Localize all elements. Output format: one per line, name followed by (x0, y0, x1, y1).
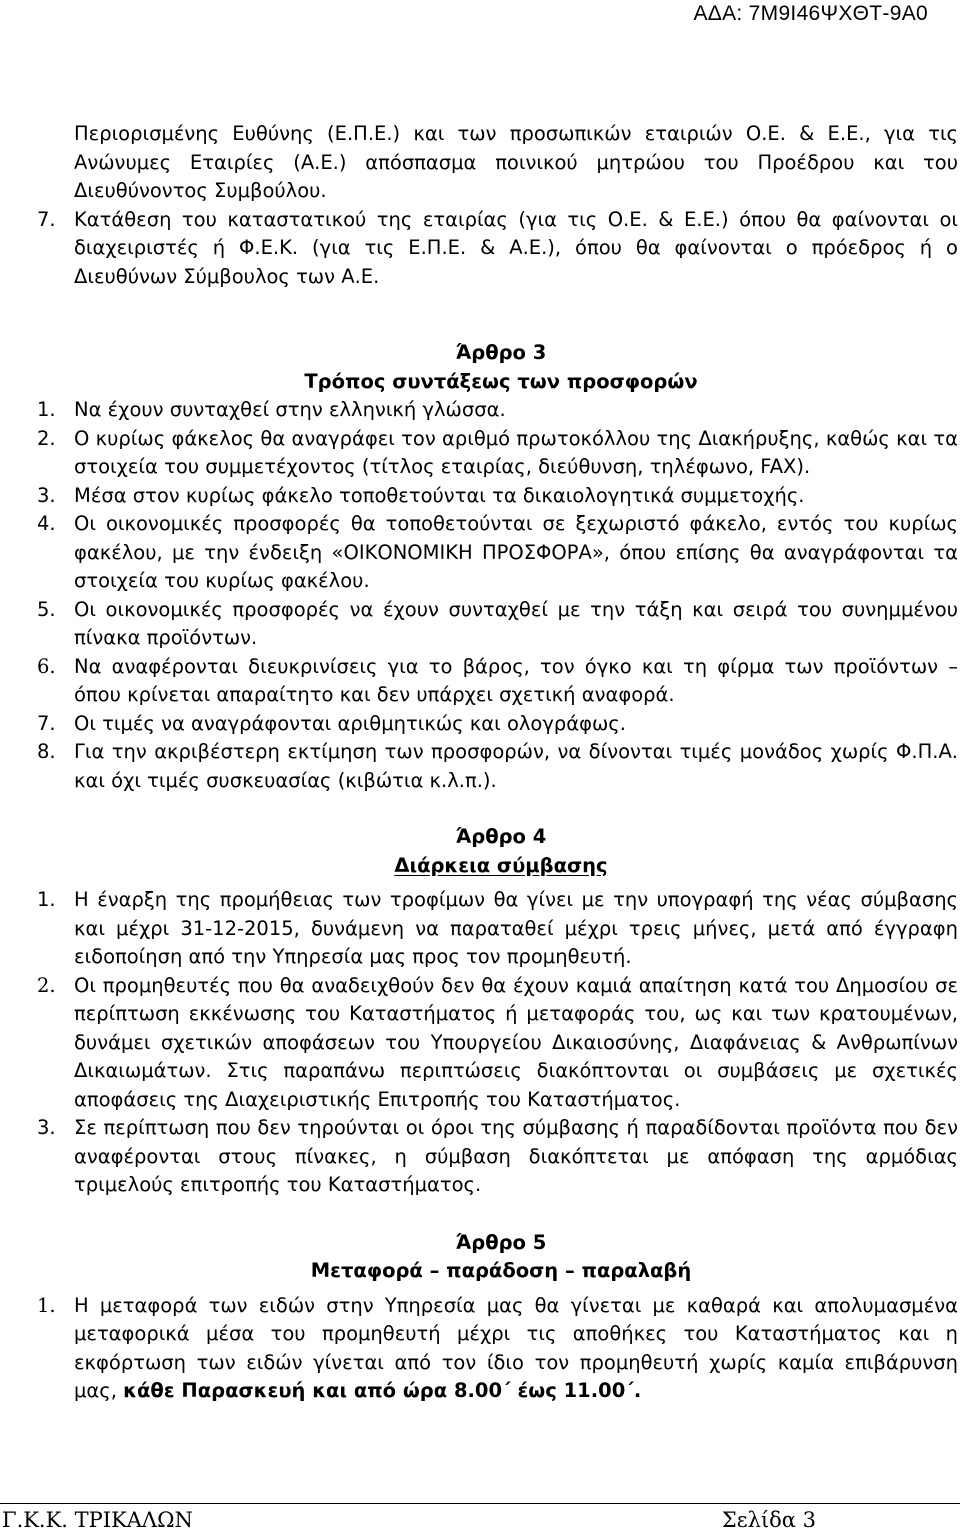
list-item-text: Σε περίπτωση που δεν τηρούνται οι όροι της σύμβασης ή παραδίδονται προϊόντα που δεν αναφέρονται στους πίνακες, η σύμβαση διακόπτεται με απόφαση της αρμόδιας τριμελούς επιτροπής του Καταστήματος. (74, 1116, 958, 1196)
list-item-number: 3. (37, 483, 56, 507)
article-5-title: Μεταφορά – παράδοση – παραλαβή (310, 1259, 692, 1282)
footer-organization: Γ.Κ.Κ. ΤΡΙΚΑΛΩΝ (2, 1508, 193, 1532)
article-4-list (37, 886, 958, 1200)
list-item (37, 886, 958, 972)
list-item-text: Ο κυρίως φάκελος θα αναγράφει τον αριθμό πρωτοκόλλου της Διακήρυξης, καθώς και τα στοιχεία του συμμετέχοντος (τίτλος εταιρίας, διεύθυνση, τηλέφωνο, FAX). (74, 426, 958, 478)
list-item-number: 1. (37, 888, 56, 911)
list-item-text: Η έναρξη της προμήθειας των τροφίμων θα γίνει με την υπογραφή της νέας σύμβασης και μέχρι 31-12-2015, δυνάμενη να παραταθεί μέχρι τρεις μήνες, μετά από έγγραφη ειδοποίηση από την Υπηρεσία μας προς τον προμηθευτή. (74, 888, 958, 968)
list-item-7 (37, 206, 958, 292)
article-3-title: Τρόπος συντάξεως των προσφορών (304, 369, 698, 393)
list-item-number: 2. (37, 426, 56, 450)
article-5-heading: Άρθρο 5 (455, 1230, 547, 1254)
list-item-text: Οι τιμές να αναγράφονται αριθμητικώς και ολογράφως. (74, 711, 626, 735)
list-item-number: 4. (37, 512, 56, 535)
list-item (37, 972, 958, 1115)
article-4-heading: Άρθρο 4 (455, 825, 547, 848)
list-item (37, 482, 958, 511)
footer-page-number: Σελίδα 3 (721, 1508, 816, 1532)
article-4-title: Διάρκεια σύμβασης (394, 853, 608, 877)
list-item-number: 7. (37, 711, 56, 735)
list-item-text: Μέσα στον κυρίως φάκελο τοποθετούνται τα δικαιολογητικά συμμετοχής. (74, 483, 805, 507)
article-3-heading: Άρθρο 3 (455, 341, 547, 364)
list-item-number: 6. (37, 654, 56, 678)
list-item-text (74, 1292, 958, 1406)
footer-divider (0, 1503, 960, 1504)
document-body (37, 120, 958, 1406)
list-item-text-bold: κάθε Παρασκευή και από ώρα 8.00΄ έως 11.00΄. (123, 1379, 642, 1402)
article-5-list (37, 1292, 958, 1406)
list-item-number: 1. (37, 398, 56, 421)
list-item (37, 425, 958, 482)
list-item (37, 1292, 958, 1406)
list-item (37, 1114, 958, 1200)
list-item-text: Να έχουν συνταχθεί στην ελληνική γλώσσα. (74, 398, 506, 421)
list-item-text: Να αναφέρονται διευκρινίσεις για το βάρος, τον όγκο και τη φίρμα των προϊόντων – όπου κρίνεται απαραίτητο και δεν υπάρχει σχετική αναφορά. (74, 654, 958, 706)
list-item-text: Για την ακριβέστερη εκτίμηση των προσφορών, να δίνονται τιμές μονάδος χωρίς Φ.Π.Α. και όχι τιμές συσκευασίας (κιβώτια κ.λ.π.). (74, 740, 958, 792)
list-item (37, 396, 958, 425)
list-item-number: 2. (37, 973, 56, 997)
list-item-number: 7. (37, 207, 56, 231)
article-3-list (37, 396, 958, 795)
list-item (37, 738, 958, 795)
list-item-text: Οι προμηθευτές που θα αναδειχθούν δεν θα έχουν καμιά απαίτηση κατά του Δημοσίου σε περίπτωση εκκένωσης του Καταστήματος ή μεταφοράς του, ως και των κρατουμένων, δυνάμει σχετικών αποφάσεων του Υπουργείου Δικαιοσύνης, Διαφάνειας & Ανθρωπίνων Δικαιωμάτων. Στις παραπάνω περιπτώσεις διακόπτονται οι συμβάσεις με σχετικές αποφάσεις της Διαχειριστικής Επιτροπής του Καταστήματος. (74, 973, 958, 1111)
intro-paragraph: Περιορισμένης Ευθύνης (Ε.Π.Ε.) και των προσωπικών εταιριών Ο.Ε. & Ε.Ε., για τις Ανώνυμες Εταιρίες (Α.Ε.) απόσπασμα ποινικού μητρώου του Προέδρου και του Διευθύνοντος Συμβούλου. (74, 122, 958, 202)
list-item (37, 653, 958, 710)
list-item (37, 510, 958, 596)
list-item (37, 596, 958, 653)
list-item-number: 8. (37, 740, 56, 763)
list-item-text: Οι οικονομικές προσφορές θα τοποθετούνται σε ξεχωριστό φάκελο, εντός του κυρίως φακέλου, με την ένδειξη «ΟΙΚΟΝΟΜΙΚΗ ΠΡΟΣΦΟΡΑ», όπου επίσης θα αναγράφονται τα στοιχεία του κυρίως φακέλου. (74, 512, 958, 592)
list-item-text-plain: Η μεταφορά των ειδών στην Υπηρεσία μας θα γίνεται με καθαρά και απολυμασμένα μεταφορικά μέσα του προμηθευτή μέχρι τις αποθήκες του Καταστήματος και η εκφόρτωση των ειδών γίνεται από τον ίδιο τον προμηθευτή χωρίς καμία επιβάρυνση μας, (74, 1293, 958, 1402)
list-item-number: 5. (37, 597, 56, 621)
list-item-number: 3. (37, 1116, 56, 1139)
list-item-text: Κατάθεση του καταστατικού της εταιρίας (για τις Ο.Ε. & Ε.Ε.) όπου θα φαίνονται οι διαχειριστές ή Φ.Ε.Κ. (για τις Ε.Π.Ε. & Α.Ε.), όπου θα φαίνονται ο πρόεδρος ή ο Διευθύνων Σύμβουλος των Α.Ε. (74, 207, 958, 288)
ada-code: ΑΔΑ: 7Μ9Ι46ΨΧΘΤ-9Α0 (693, 2, 928, 25)
list-item (37, 710, 958, 739)
list-item-text: Οι οικονομικές προσφορές να έχουν συνταχθεί με την τάξη και σειρά του συνημμένου πίνακα προϊόντων. (74, 597, 958, 649)
list-item-number: 1. (37, 1293, 56, 1317)
